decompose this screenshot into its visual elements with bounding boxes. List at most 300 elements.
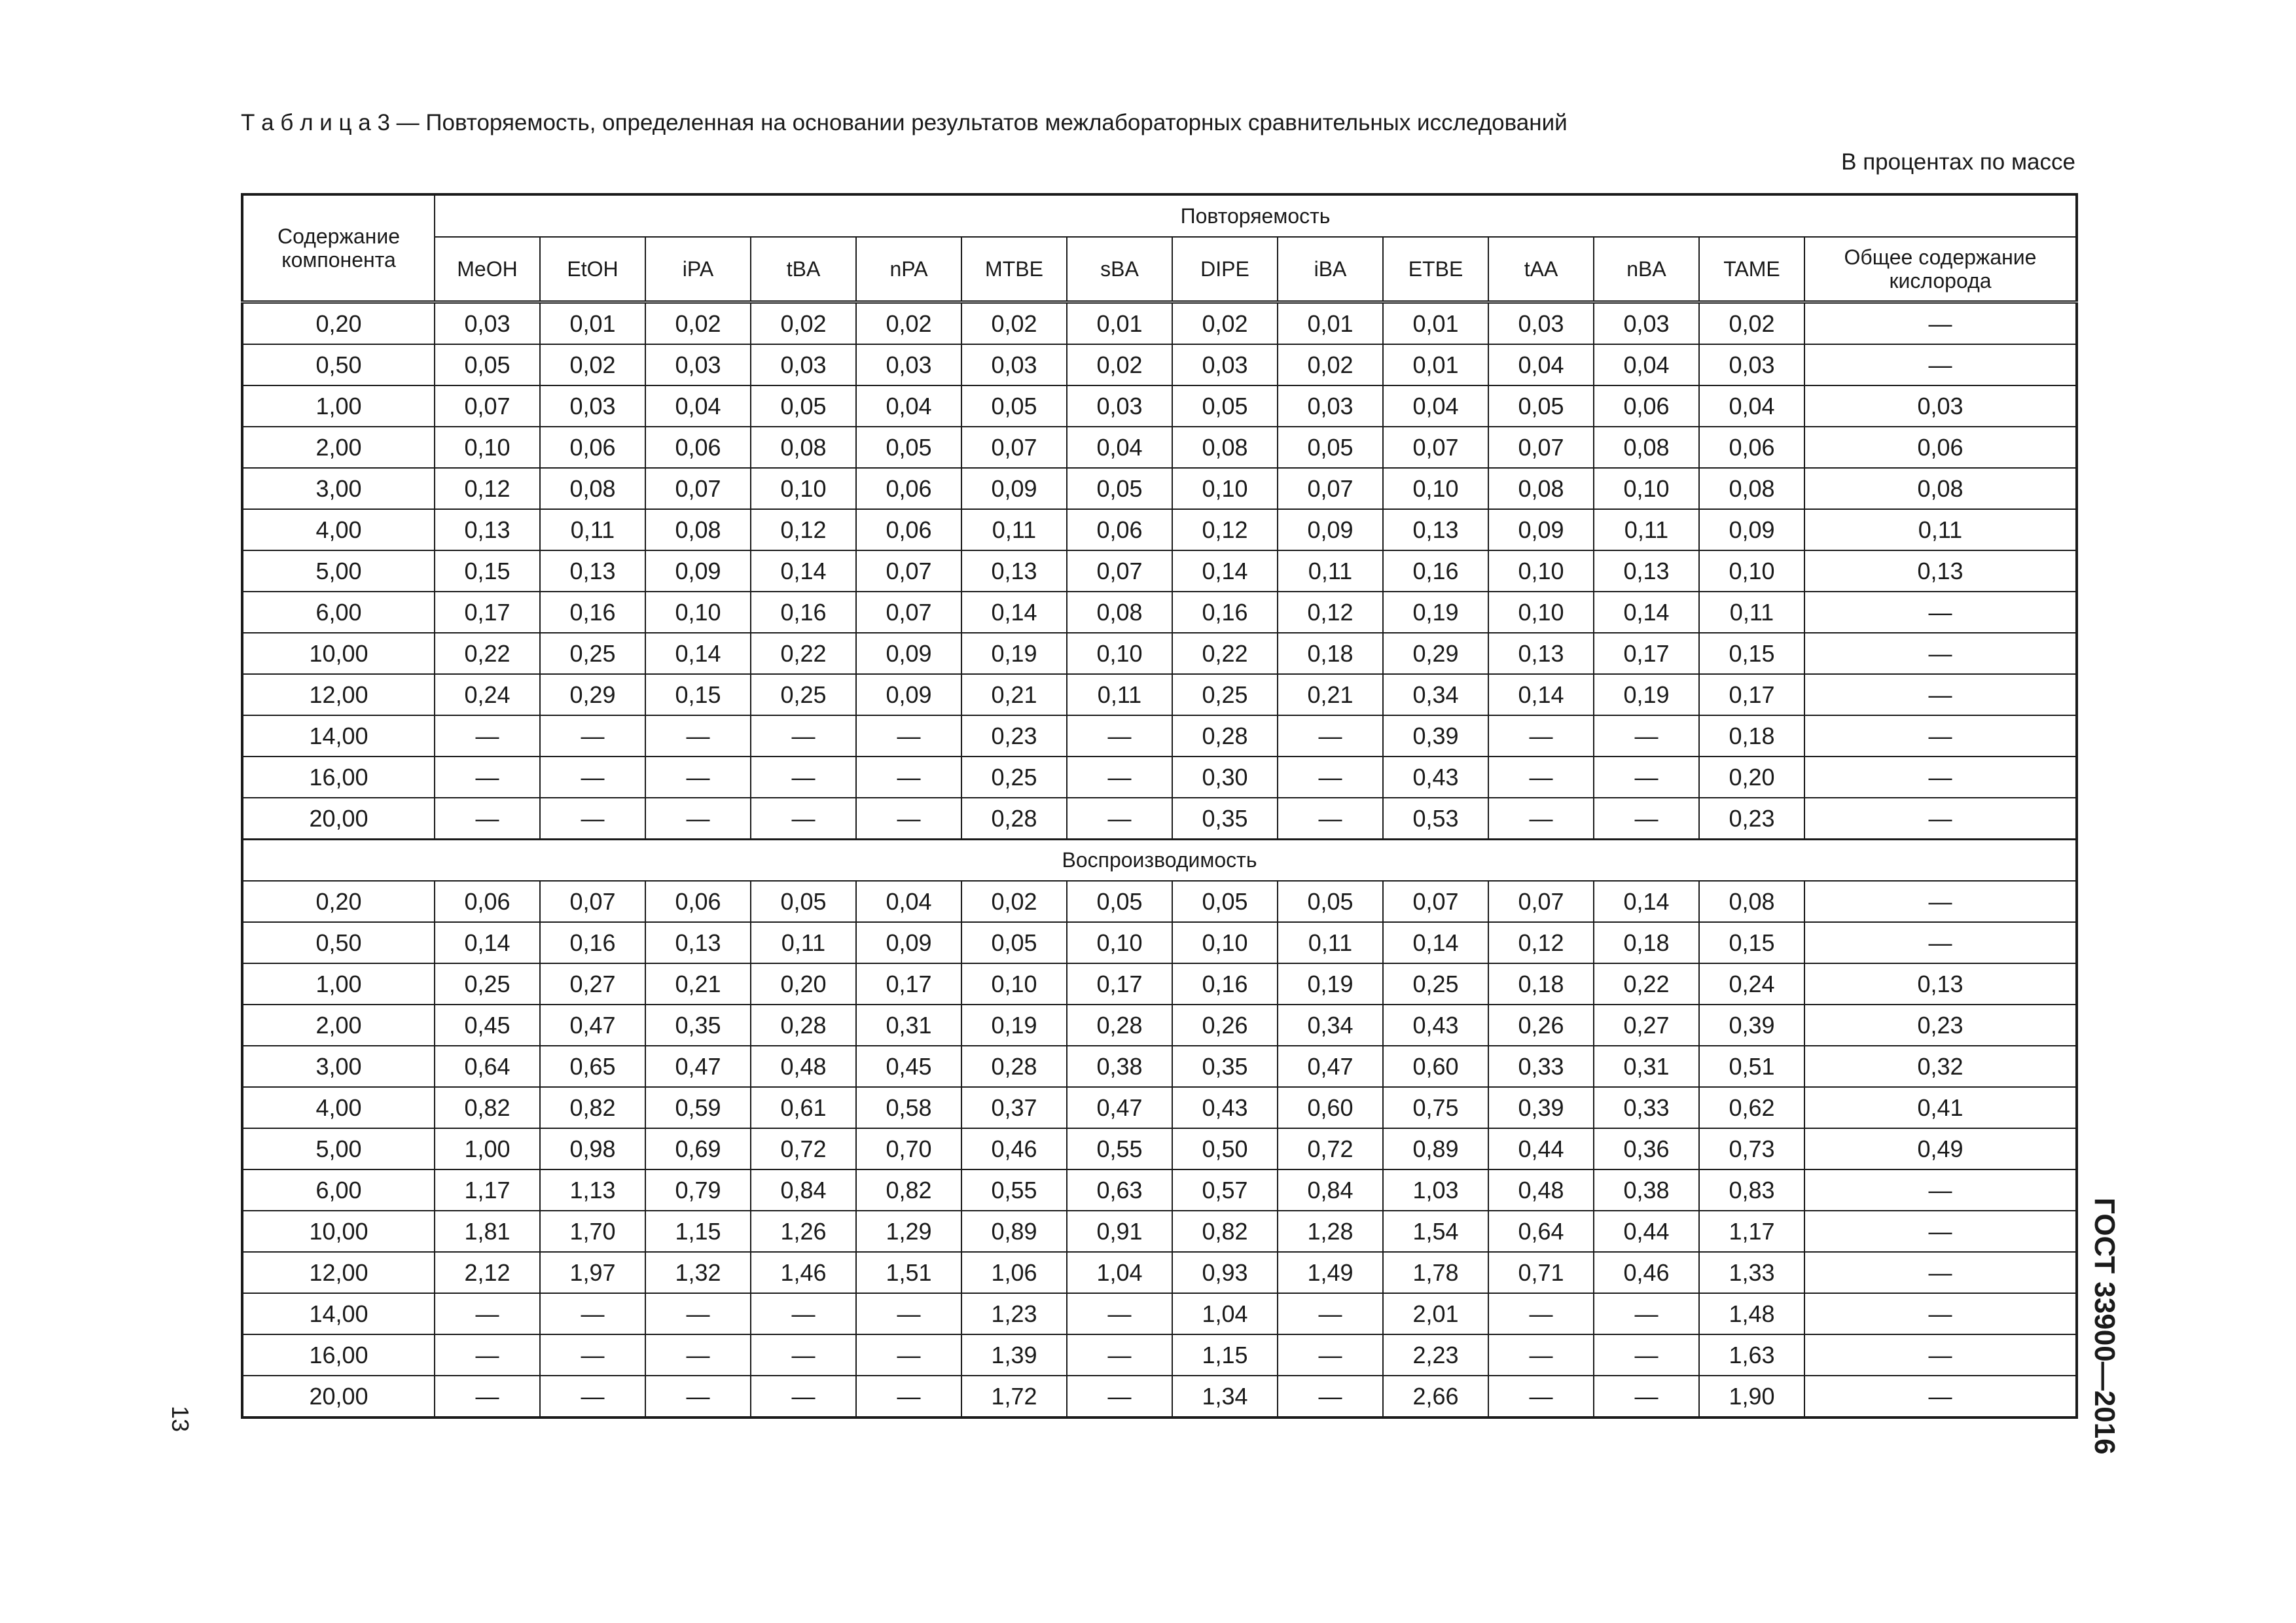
table-cell: 0,16 (540, 592, 645, 633)
table-cell: — (1804, 1376, 2077, 1418)
column-header: Общее содержание кислорода (1804, 237, 2077, 302)
table-cell: 0,05 (1172, 881, 1278, 922)
table-cell: 0,17 (856, 963, 961, 1005)
table-cell: 0,03 (1594, 302, 1699, 345)
table-cell: 0,28 (1172, 715, 1278, 757)
table-cell: 0,07 (1067, 550, 1172, 592)
column-header: TAME (1699, 237, 1804, 302)
table-row (242, 385, 2077, 427)
table-cell: 0,02 (961, 881, 1067, 922)
row-label-cell: 1,00 (242, 963, 435, 1005)
table-cell: 0,16 (1172, 963, 1278, 1005)
table-cell: 0,19 (961, 633, 1067, 674)
table-cell: 0,09 (1278, 509, 1383, 550)
table-cell: 0,24 (435, 674, 540, 715)
table-cell: 0,08 (1172, 427, 1278, 468)
column-header-row (242, 237, 2077, 302)
table-cell: 0,31 (1594, 1046, 1699, 1087)
table-cell: — (856, 1334, 961, 1376)
table-cell: — (1488, 798, 1594, 840)
table-cell: — (540, 715, 645, 757)
table-cell: 0,53 (1383, 798, 1488, 840)
table-cell: 0,17 (1699, 674, 1804, 715)
table-cell: 0,03 (1278, 385, 1383, 427)
table-cell: 0,27 (1594, 1005, 1699, 1046)
table-cell: 0,34 (1383, 674, 1488, 715)
table-cell: 1,70 (540, 1211, 645, 1252)
table-cell: 0,11 (1067, 674, 1172, 715)
table-row (242, 550, 2077, 592)
table-cell: 1,03 (1383, 1169, 1488, 1211)
table-cell: 0,03 (540, 385, 645, 427)
table-cell: 0,43 (1172, 1087, 1278, 1128)
table-cell: 0,13 (540, 550, 645, 592)
table-cell: — (1804, 757, 2077, 798)
table-cell: 0,14 (435, 922, 540, 963)
table-cell: 0,01 (540, 302, 645, 345)
table-cell: 0,14 (645, 633, 751, 674)
table-cell: — (1804, 633, 2077, 674)
table-cell: 0,16 (1172, 592, 1278, 633)
table-cell: 0,79 (645, 1169, 751, 1211)
table-cell: 1,34 (1172, 1376, 1278, 1418)
table-cell: — (1804, 798, 2077, 840)
table-cell: 0,06 (1699, 427, 1804, 468)
table-cell: 1,90 (1699, 1376, 1804, 1418)
table-cell: 0,39 (1383, 715, 1488, 757)
table-cell: 0,02 (540, 344, 645, 385)
table-row (242, 1169, 2077, 1211)
table-cell: 0,02 (751, 302, 856, 345)
table-cell: 0,11 (1278, 922, 1383, 963)
table-cell: — (751, 1293, 856, 1334)
table-cell: 0,21 (645, 963, 751, 1005)
table-cell: — (1278, 715, 1383, 757)
table-cell: 0,02 (645, 302, 751, 345)
table-cell: 0,83 (1699, 1169, 1804, 1211)
table-cell: 0,03 (435, 302, 540, 345)
table-cell: 1,39 (961, 1334, 1067, 1376)
row-label-cell: 20,00 (242, 1376, 435, 1418)
table-cell: 0,38 (1067, 1046, 1172, 1087)
table-cell: — (1594, 1376, 1699, 1418)
table-cell: 0,91 (1067, 1211, 1172, 1252)
row-label-cell: 5,00 (242, 550, 435, 592)
table-cell: 0,93 (1172, 1252, 1278, 1293)
row-label-cell: 4,00 (242, 509, 435, 550)
table-cell: — (1488, 1376, 1594, 1418)
table-cell: — (1067, 715, 1172, 757)
table-cell: 0,08 (540, 468, 645, 509)
table-cell: 0,01 (1383, 302, 1488, 345)
table-cell: 0,18 (1278, 633, 1383, 674)
table-cell: 0,64 (435, 1046, 540, 1087)
table-cell: 0,08 (751, 427, 856, 468)
table-cell: 0,09 (1699, 509, 1804, 550)
table-cell: — (1067, 757, 1172, 798)
table-cell: 0,09 (645, 550, 751, 592)
table-cell: 0,10 (1067, 633, 1172, 674)
table-cell: 0,51 (1699, 1046, 1804, 1087)
table-cell: — (1804, 674, 2077, 715)
table-cell: — (435, 1376, 540, 1418)
table-cell: 0,19 (1594, 674, 1699, 715)
table-cell: 0,03 (1488, 302, 1594, 345)
table-cell: 0,25 (1172, 674, 1278, 715)
table-cell: 0,58 (856, 1087, 961, 1128)
table-cell: — (645, 1376, 751, 1418)
table-cell: 1,28 (1278, 1211, 1383, 1252)
table-cell: 0,41 (1804, 1087, 2077, 1128)
table-cell: 0,89 (961, 1211, 1067, 1252)
table-cell: 0,13 (1383, 509, 1488, 550)
table-body (242, 302, 2077, 1418)
table-caption: Т а б л и ц а 3 — Повторяемость, определенная на основании результатов межлабораторных сравнительных исследований (241, 110, 1568, 135)
column-header: iPA (645, 237, 751, 302)
table-row (242, 1046, 2077, 1087)
table-cell: 0,09 (961, 468, 1067, 509)
table-cell: 0,21 (1278, 674, 1383, 715)
table-cell: 0,11 (751, 922, 856, 963)
table-cell: — (856, 1376, 961, 1418)
table-cell: 0,39 (1488, 1087, 1594, 1128)
table-cell: 0,14 (1488, 674, 1594, 715)
table-cell: — (645, 715, 751, 757)
table-cell: 1,04 (1172, 1293, 1278, 1334)
table-cell: — (1804, 344, 2077, 385)
row-label-cell: 6,00 (242, 592, 435, 633)
table-cell: 2,12 (435, 1252, 540, 1293)
table-cell: 0,06 (1594, 385, 1699, 427)
table-cell: — (751, 1376, 856, 1418)
table-cell: 1,15 (1172, 1334, 1278, 1376)
table-cell: 0,61 (751, 1087, 856, 1128)
table-cell: 0,04 (1383, 385, 1488, 427)
table-cell: — (1067, 1376, 1172, 1418)
table-cell: 0,05 (856, 427, 961, 468)
table-cell: 0,35 (1172, 1046, 1278, 1087)
table-cell: 0,02 (1172, 302, 1278, 345)
table-cell: 0,84 (751, 1169, 856, 1211)
table-cell: 0,03 (1804, 385, 2077, 427)
table-cell: 0,20 (751, 963, 856, 1005)
row-label-cell: 12,00 (242, 674, 435, 715)
table-cell: 0,47 (645, 1046, 751, 1087)
table-cell: 0,06 (645, 881, 751, 922)
table-cell: — (1067, 1293, 1172, 1334)
table-cell: 0,89 (1383, 1128, 1488, 1169)
table-cell: 1,13 (540, 1169, 645, 1211)
table-cell: 0,28 (961, 798, 1067, 840)
document-code: ГОСТ 33900—2016 (2089, 1198, 2121, 1455)
table-cell: — (435, 715, 540, 757)
row-label-cell: 10,00 (242, 633, 435, 674)
table-cell: 0,82 (1172, 1211, 1278, 1252)
table-cell: 0,08 (1594, 427, 1699, 468)
table-cell: 0,08 (1804, 468, 2077, 509)
table-cell: 0,10 (1699, 550, 1804, 592)
table-cell: 0,57 (1172, 1169, 1278, 1211)
table-cell: 0,15 (1699, 922, 1804, 963)
table-cell: 0,12 (1172, 509, 1278, 550)
table-cell: 0,98 (540, 1128, 645, 1169)
table-cell: 0,15 (1699, 633, 1804, 674)
table-cell: 0,13 (435, 509, 540, 550)
table-cell: 0,55 (1067, 1128, 1172, 1169)
column-header: sBA (1067, 237, 1172, 302)
table-cell: — (1278, 1376, 1383, 1418)
table-cell: 0,17 (1594, 633, 1699, 674)
table-cell: 0,07 (856, 550, 961, 592)
table-cell: 0,08 (1699, 881, 1804, 922)
row-label-cell: 16,00 (242, 757, 435, 798)
table-cell: — (1594, 757, 1699, 798)
table-cell: 0,03 (751, 344, 856, 385)
table-cell: — (645, 757, 751, 798)
table-row (242, 798, 2077, 840)
table-cell: 0,28 (961, 1046, 1067, 1087)
table-cell: 0,07 (645, 468, 751, 509)
table-cell: 0,11 (1699, 592, 1804, 633)
table-cell: 1,72 (961, 1376, 1067, 1418)
table-cell: — (1278, 757, 1383, 798)
section-title: Воспроизводимость (242, 840, 2077, 882)
table-cell: 0,04 (1488, 344, 1594, 385)
table-cell: 0,02 (1278, 344, 1383, 385)
table-cell: 2,01 (1383, 1293, 1488, 1334)
column-header: nBA (1594, 237, 1699, 302)
table-cell: 0,03 (1172, 344, 1278, 385)
table-cell: 0,05 (1278, 427, 1383, 468)
table-cell: 0,33 (1488, 1046, 1594, 1087)
table-cell: — (1804, 1293, 2077, 1334)
table-cell: 0,17 (435, 592, 540, 633)
table-cell: 0,16 (540, 922, 645, 963)
table-cell: 1,17 (1699, 1211, 1804, 1252)
table-cell: 0,07 (1383, 881, 1488, 922)
table-cell: 0,22 (1172, 633, 1278, 674)
table-cell: 0,13 (1488, 633, 1594, 674)
table-cell: — (1804, 1169, 2077, 1211)
table-cell: 0,10 (961, 963, 1067, 1005)
table-cell: 0,19 (961, 1005, 1067, 1046)
table-cell: 0,60 (1278, 1087, 1383, 1128)
table-cell: 1,51 (856, 1252, 961, 1293)
table-cell: 0,43 (1383, 757, 1488, 798)
table-cell: 0,05 (1488, 385, 1594, 427)
table-cell: — (435, 757, 540, 798)
table-cell: — (1594, 798, 1699, 840)
table-cell: 0,09 (1488, 509, 1594, 550)
table-cell: 0,23 (961, 715, 1067, 757)
row-label-cell: 4,00 (242, 1087, 435, 1128)
table-cell: — (1594, 715, 1699, 757)
table-cell: 0,63 (1067, 1169, 1172, 1211)
table-cell: — (751, 715, 856, 757)
table-cell: 0,64 (1488, 1211, 1594, 1252)
table-cell: 0,02 (856, 302, 961, 345)
row-label-cell: 3,00 (242, 1046, 435, 1087)
table-row (242, 1376, 2077, 1418)
table-cell: — (435, 1293, 540, 1334)
table-cell: 0,21 (961, 674, 1067, 715)
table-cell: 0,59 (645, 1087, 751, 1128)
table-cell: 0,28 (751, 1005, 856, 1046)
table-row (242, 1087, 2077, 1128)
unit-note: В процентах по массе (1841, 149, 2075, 175)
table-cell: 0,08 (1488, 468, 1594, 509)
data-table (241, 193, 2078, 1419)
table-cell: 0,03 (1699, 344, 1804, 385)
table-cell: — (1804, 715, 2077, 757)
table-cell: 0,26 (1488, 1005, 1594, 1046)
row-label-cell: 20,00 (242, 798, 435, 840)
table-cell: 0,38 (1594, 1169, 1699, 1211)
table-cell: 0,13 (1804, 963, 2077, 1005)
section-header-row (242, 840, 2077, 882)
table-cell: 0,10 (1383, 468, 1488, 509)
table-cell: 0,04 (856, 881, 961, 922)
row-label-cell: 5,00 (242, 1128, 435, 1169)
table-cell: 0,11 (1804, 509, 2077, 550)
table-cell: 0,14 (751, 550, 856, 592)
table-cell: 0,06 (540, 427, 645, 468)
table-cell: 0,06 (856, 468, 961, 509)
table-cell: 0,47 (1067, 1087, 1172, 1128)
table-row (242, 674, 2077, 715)
table-cell: — (540, 757, 645, 798)
table-cell: 0,33 (1594, 1087, 1699, 1128)
table-cell: 0,10 (1172, 468, 1278, 509)
table-cell: 0,07 (856, 592, 961, 633)
table-cell: 0,35 (1172, 798, 1278, 840)
table-cell: 0,84 (1278, 1169, 1383, 1211)
table-cell: 1,33 (1699, 1252, 1804, 1293)
table-cell: 0,03 (856, 344, 961, 385)
table-cell: 1,97 (540, 1252, 645, 1293)
table-cell: 0,20 (1699, 757, 1804, 798)
table-cell: 0,05 (1172, 385, 1278, 427)
table-cell: 0,04 (1594, 344, 1699, 385)
table-cell: 0,13 (961, 550, 1067, 592)
table-cell: 0,09 (856, 922, 961, 963)
table-cell: 0,06 (645, 427, 751, 468)
table-cell: — (1804, 1252, 2077, 1293)
table-cell: 0,07 (1488, 427, 1594, 468)
table-cell: 0,09 (856, 674, 961, 715)
table-cell: 1,32 (645, 1252, 751, 1293)
table-cell: 1,49 (1278, 1252, 1383, 1293)
table-cell: 0,10 (1488, 550, 1594, 592)
table-cell: — (856, 715, 961, 757)
table-cell: 0,25 (961, 757, 1067, 798)
row-label-cell: 10,00 (242, 1211, 435, 1252)
table-cell: 0,10 (1594, 468, 1699, 509)
table-cell: 0,72 (751, 1128, 856, 1169)
table-cell: 0,14 (1594, 592, 1699, 633)
table-cell: 0,01 (1067, 302, 1172, 345)
table-cell: 0,15 (645, 674, 751, 715)
table-cell: 1,17 (435, 1169, 540, 1211)
table-row (242, 1334, 2077, 1376)
table-cell: 0,31 (856, 1005, 961, 1046)
table-cell: — (751, 1334, 856, 1376)
table-cell: 0,16 (751, 592, 856, 633)
table-cell: — (1804, 302, 2077, 345)
table-row (242, 1005, 2077, 1046)
table-cell: 1,00 (435, 1128, 540, 1169)
table-cell: — (1594, 1334, 1699, 1376)
table-cell: 0,04 (1699, 385, 1804, 427)
table-cell: — (1488, 715, 1594, 757)
table-cell: 1,06 (961, 1252, 1067, 1293)
table-cell: 0,01 (1278, 302, 1383, 345)
table-cell: 0,06 (1067, 509, 1172, 550)
table-cell: 0,55 (961, 1169, 1067, 1211)
column-header: iBA (1278, 237, 1383, 302)
table-cell: 1,63 (1699, 1334, 1804, 1376)
table-cell: 0,47 (1278, 1046, 1383, 1087)
table-cell: — (645, 798, 751, 840)
table-cell: 0,10 (645, 592, 751, 633)
table-row (242, 1252, 2077, 1293)
table-cell: 0,34 (1278, 1005, 1383, 1046)
table-cell: — (751, 798, 856, 840)
table-row (242, 757, 2077, 798)
table-cell: 0,14 (1172, 550, 1278, 592)
table-cell: — (540, 1293, 645, 1334)
table-cell: 1,29 (856, 1211, 961, 1252)
table-cell: — (1804, 881, 2077, 922)
table-cell: 0,05 (1067, 881, 1172, 922)
table-cell: 0,07 (1278, 468, 1383, 509)
table-cell: 0,70 (856, 1128, 961, 1169)
row-label-cell: 3,00 (242, 468, 435, 509)
table-cell: — (435, 798, 540, 840)
table-cell: 0,23 (1699, 798, 1804, 840)
table-cell: 0,44 (1488, 1128, 1594, 1169)
table-cell: 0,08 (645, 509, 751, 550)
table-cell: — (1804, 592, 2077, 633)
table-cell: 0,44 (1594, 1211, 1699, 1252)
table-cell: — (1278, 1334, 1383, 1376)
table-cell: 0,13 (645, 922, 751, 963)
table-cell: 0,13 (1594, 550, 1699, 592)
table-cell: 0,47 (540, 1005, 645, 1046)
table-cell: — (1067, 798, 1172, 840)
table-cell: 0,14 (961, 592, 1067, 633)
table-cell: — (1488, 757, 1594, 798)
table-cell: 0,11 (540, 509, 645, 550)
table-cell: 0,50 (1172, 1128, 1278, 1169)
table-row (242, 468, 2077, 509)
table-cell: 0,11 (1278, 550, 1383, 592)
table-cell: 0,13 (1804, 550, 2077, 592)
table-cell: 0,60 (1383, 1046, 1488, 1087)
table-cell: 0,73 (1699, 1128, 1804, 1169)
table-cell: 0,10 (1488, 592, 1594, 633)
table-cell: 0,65 (540, 1046, 645, 1087)
table-cell: — (1804, 1334, 2077, 1376)
table-cell: 0,82 (435, 1087, 540, 1128)
table-cell: 0,39 (1699, 1005, 1804, 1046)
table-cell: 0,11 (961, 509, 1067, 550)
table-cell: 0,03 (645, 344, 751, 385)
group-header: Повторяемость (435, 194, 2077, 237)
table-cell: 0,07 (1488, 881, 1594, 922)
table-cell: 0,05 (751, 385, 856, 427)
table-cell: 0,62 (1699, 1087, 1804, 1128)
